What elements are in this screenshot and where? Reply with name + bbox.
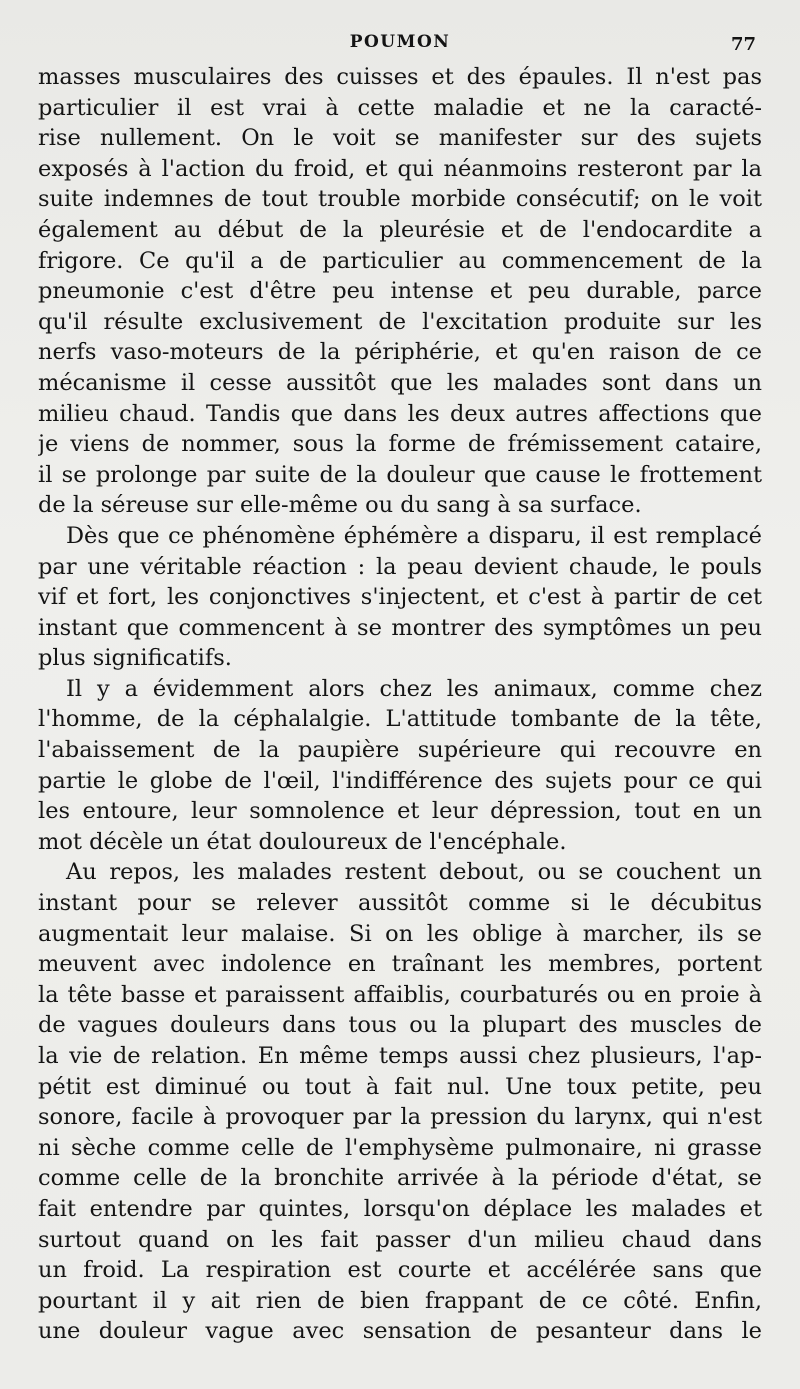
text-line: rise nullement. On le voit se manifester sur des sujets [38,125,762,152]
text-line: pneumonie c'est d'être peu intense et peu durable, parce [38,278,762,305]
text-line: masses musculaires des cuisses et des épaules. Il n'est pas [38,64,762,90]
running-title: POUMON [349,32,451,52]
text-line: exposés à l'action du froid, et qui néanmoins resteront par la [38,155,762,182]
text-line: nerfs vaso-moteurs de la périphérie, et qu'en raison de ce [38,339,762,366]
text-line: un froid. La respiration est courte et accélérée sans que [38,1257,762,1284]
text-line: pétit est diminué ou tout à fait nul. Une toux petite, peu [38,1073,762,1100]
text-line: je viens de nommer, sous la forme de frémissement cataire, [38,431,762,458]
text-line: mot décèle un état douloureux de l'encéphale. [38,828,567,855]
text-line: suite indemnes de tout trouble morbide consécutif; on le voit [38,186,762,213]
text-line: partie le globe de l'œil, l'indifférence des sujets pour ce qui [38,767,762,794]
body-text [38,62,762,1347]
text-line: fait entendre par quintes, lorsqu'on déplace les malades et [38,1195,762,1222]
text-line: les entoure, leur somnolence et leur dépression, tout en un [38,798,762,825]
text-line: ni sèche comme celle de l'emphysème pulmonaire, ni grasse [38,1134,762,1161]
text-line: Il y a évidemment alors chez les animaux, comme chez [66,675,762,702]
text-line: une douleur vague avec sensation de pesanteur dans le [38,1318,762,1345]
text-line: frigore. Ce qu'il a de particulier au commencement de la [38,247,762,274]
text-line: l'homme, de la céphalalgie. L'attitude tombante de la tête, [38,706,762,733]
text-line: vif et fort, les conjonctives s'injectent, et c'est à partir de cet [38,584,762,611]
text-line: particulier il est vrai à cette maladie et ne la caracté- [38,94,762,121]
text-line: plus significatifs. [38,645,232,672]
text-line: mécanisme il cesse aussitôt que les malades sont dans un [38,369,762,396]
text-line: instant que commencent à se montrer des symptômes un peu [38,614,762,641]
page-number: 77 [730,34,756,55]
text-line: de la séreuse sur elle-même ou du sang à sa surface. [38,492,642,519]
text-line: par une véritable réaction : la peau devient chaude, le pouls [38,553,762,580]
page-header [38,22,762,62]
text-line: qu'il résulte exclusivement de l'excitation produite sur les [38,308,762,335]
text-line: augmentait leur malaise. Si on les oblige à marcher, ils se [38,920,762,947]
text-line: la vie de relation. En même temps aussi chez plusieurs, l'ap- [38,1043,762,1069]
text-line: la tête basse et paraissent affaiblis, courbaturés ou en proie à [38,981,762,1008]
text-line: Dès que ce phénomène éphémère a disparu, il est remplacé [66,522,762,549]
text-line: comme celle de la bronchite arrivée à la période d'état, se [38,1165,762,1192]
text-line: meuvent avec indolence en traînant les membres, portent [38,951,762,978]
text-line: de vagues douleurs dans tous ou la plupart des muscles de [38,1012,762,1039]
text-line: milieu chaud. Tandis que dans les deux autres affections que [38,400,762,427]
text-line: surtout quand on les fait passer d'un milieu chaud dans [38,1226,762,1253]
text-line: l'abaissement de la paupière supérieure qui recouvre en [38,737,762,764]
text-line: pourtant il y ait rien de bien frappant de ce côté. Enfin, [38,1287,762,1314]
text-line: également au début de la pleurésie et de l'endocardite a [38,216,762,243]
text-line: sonore, facile à provoquer par la pression du larynx, qui n'est [38,1104,762,1131]
text-line: instant pour se relever aussitôt comme si le décubitus [38,890,762,917]
text-line: Au repos, les malades restent debout, ou se couchent un [66,859,762,886]
text-line: il se prolonge par suite de la douleur que cause le frottement [38,461,762,488]
